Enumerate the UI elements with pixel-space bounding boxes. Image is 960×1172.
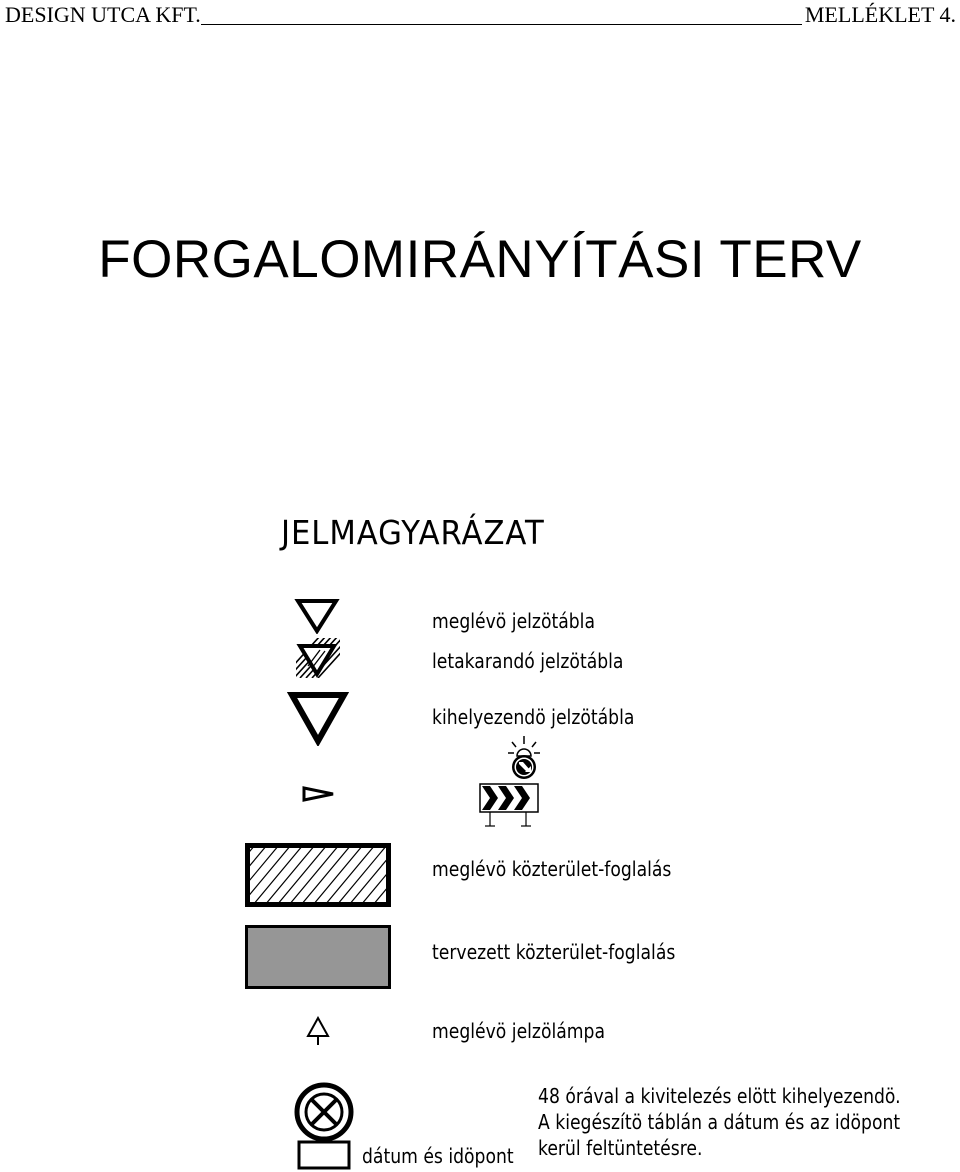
attachment-label: MELLÉKLET 4. xyxy=(804,2,956,27)
traffic-signal-icon xyxy=(306,1016,330,1046)
company-name: DESIGN UTCA KFT. xyxy=(5,2,201,27)
plate-label: dátum és idöpont xyxy=(362,1144,514,1168)
note-line-1: 48 órával a kivitelezés elött kihelyezendö. xyxy=(538,1084,901,1108)
additional-plate-icon xyxy=(297,1140,351,1170)
legend-label-existing-occupation: meglévö közterület-foglalás xyxy=(432,857,672,881)
legend-label-sign-to-install: kihelyezendö jelzötábla xyxy=(432,705,635,729)
gray-rectangle-icon xyxy=(245,925,391,989)
legend-label-existing-sign: meglévö jelzötábla xyxy=(432,609,595,633)
legend-heading: JELMAGYARÁZAT xyxy=(281,513,545,552)
small-arrow-icon xyxy=(302,786,336,802)
legend-label-sign-to-cover: letakarandó jelzötábla xyxy=(432,649,624,673)
page-header xyxy=(0,0,960,30)
legend-label-existing-traffic-light: meglévö jelzölámpa xyxy=(432,1019,606,1043)
hatched-rectangle-icon xyxy=(245,843,391,907)
note-line-3: kerül feltüntetésre. xyxy=(538,1136,703,1160)
triangle-outline-icon xyxy=(294,598,340,634)
document-title: FORGALOMIRÁNYÍTÁSI TERV xyxy=(98,230,862,289)
header-rule xyxy=(201,24,802,25)
note-line-2: A kiegészítö táblán a dátum és az idöpont xyxy=(538,1110,901,1134)
no-stopping-sign-icon xyxy=(292,1080,356,1144)
large-triangle-icon xyxy=(287,690,349,746)
hatched-triangle-icon xyxy=(294,636,342,680)
warning-light-barrier-icon xyxy=(470,730,550,830)
legend-label-planned-occupation: tervezett közterület-foglalás xyxy=(432,940,676,964)
